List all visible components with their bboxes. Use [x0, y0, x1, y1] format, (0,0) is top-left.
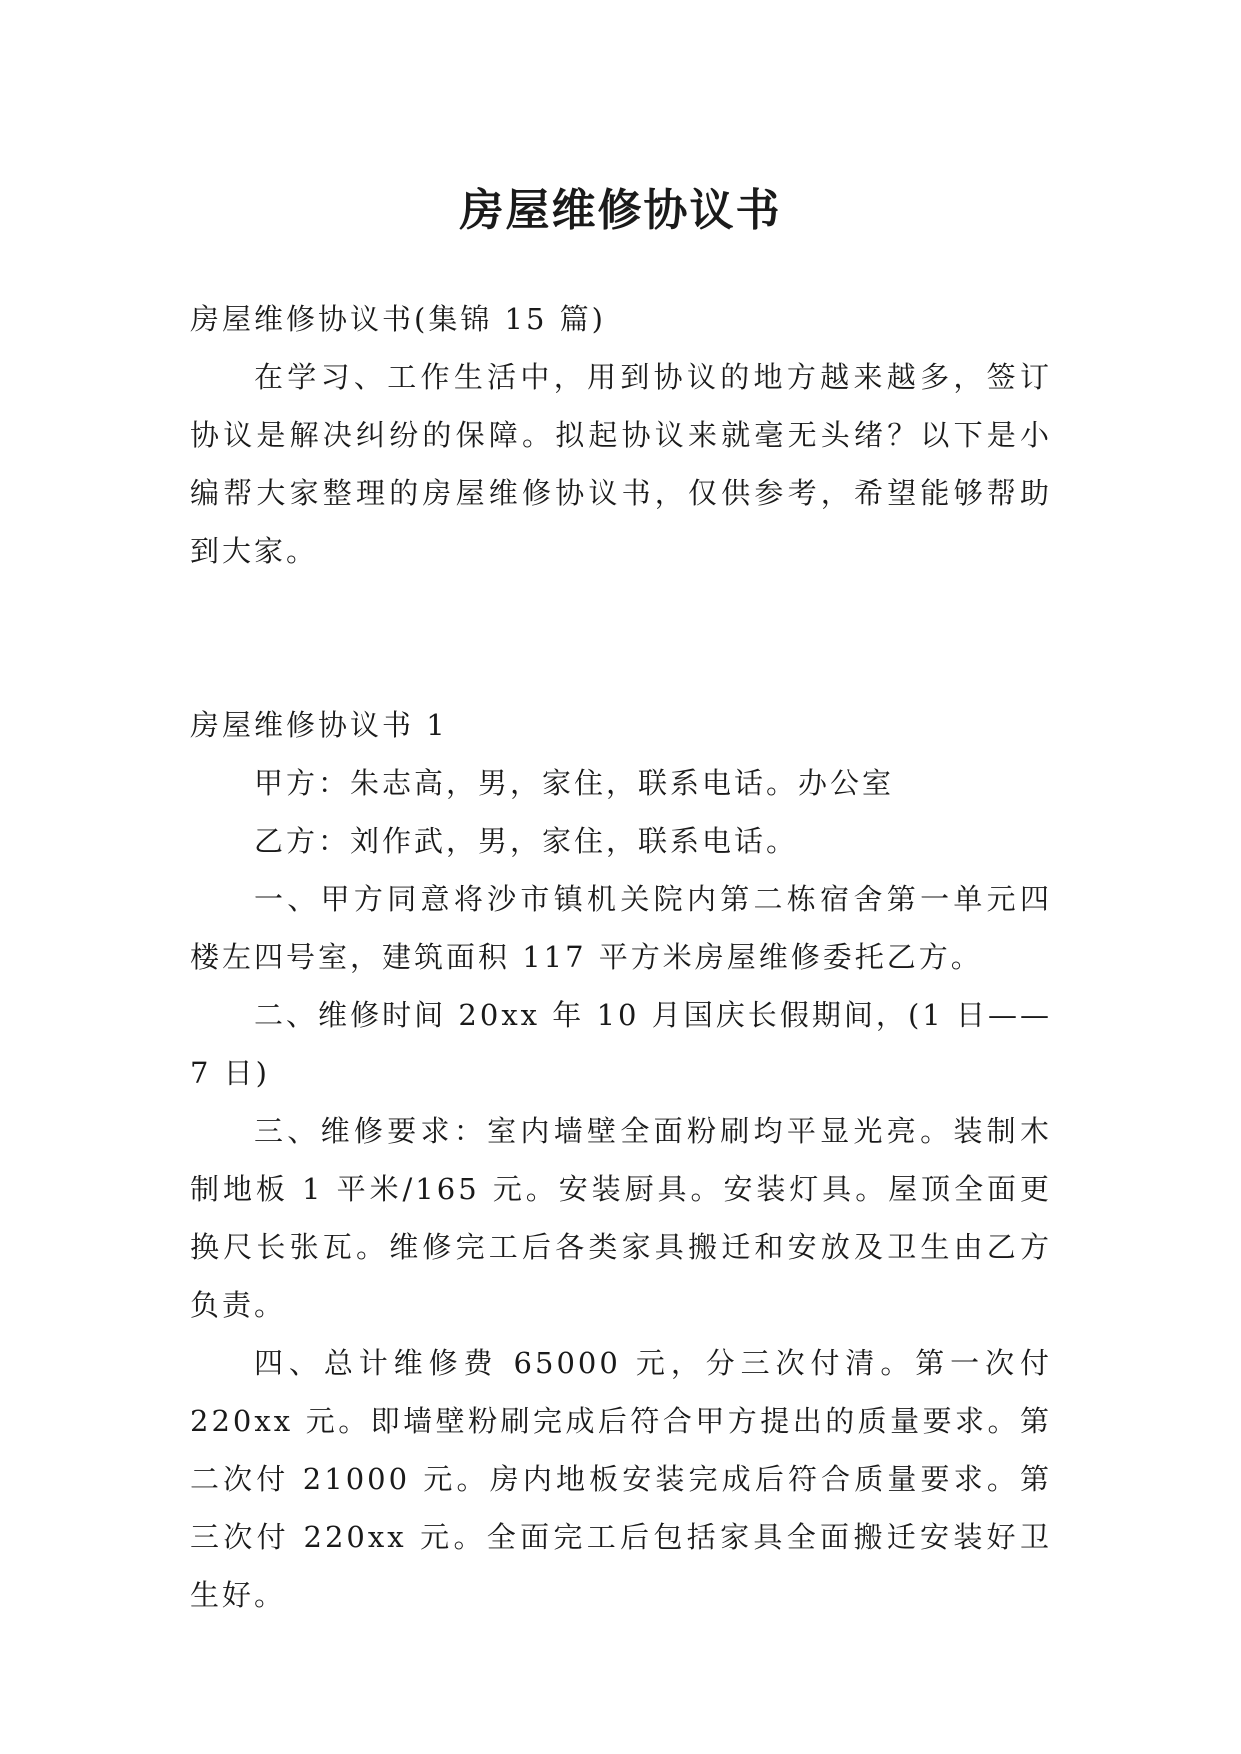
clause-2-paragraph: 二、维修时间 20xx 年 10 月国庆长假期间，(1 日——7 日) [190, 998, 1052, 1090]
party-b-paragraph: 乙方：刘作武，男，家住，联系电话。 [254, 824, 799, 858]
document-subtitle: 房屋维修协议书(集锦 15 篇) [190, 302, 606, 336]
document-body [190, 290, 1052, 1624]
section-spacer [190, 580, 1052, 696]
clause-3-paragraph: 三、维修要求：室内墙壁全面粉刷均平显光亮。装制木制地板 1 平米/165 元。安装厨具。安装灯具。屋顶全面更换尺长张瓦。维修完工后各类家具搬迁和安放及卫生由乙方负责。 [190, 1114, 1052, 1322]
party-a-paragraph: 甲方：朱志高，男，家住，联系电话。办公室 [254, 766, 895, 800]
clause-1-paragraph: 一、甲方同意将沙市镇机关院内第二栋宿舍第一单元四楼左四号室，建筑面积 117 平方米房屋维修委托乙方。 [190, 882, 1052, 974]
clause-4-paragraph: 四、总计维修费 65000 元，分三次付清。第一次付 220xx 元。即墙壁粉刷完成后符合甲方提出的质量要求。第二次付 21000 元。房内地板安装完成后符合质量要求。第三次付 220xx 元。全面完工后包括家具全面搬迁安装好卫生好。 [190, 1346, 1052, 1612]
document-title: 房屋维修协议书 [459, 185, 782, 237]
section-title: 房屋维修协议书 1 [190, 708, 448, 742]
intro-paragraph: 在学习、工作生活中，用到协议的地方越来越多，签订协议是解决纠纷的保障。拟起协议来就毫无头绪？以下是小编帮大家整理的房屋维修协议书，仅供参考，希望能够帮助到大家。 [190, 360, 1052, 568]
